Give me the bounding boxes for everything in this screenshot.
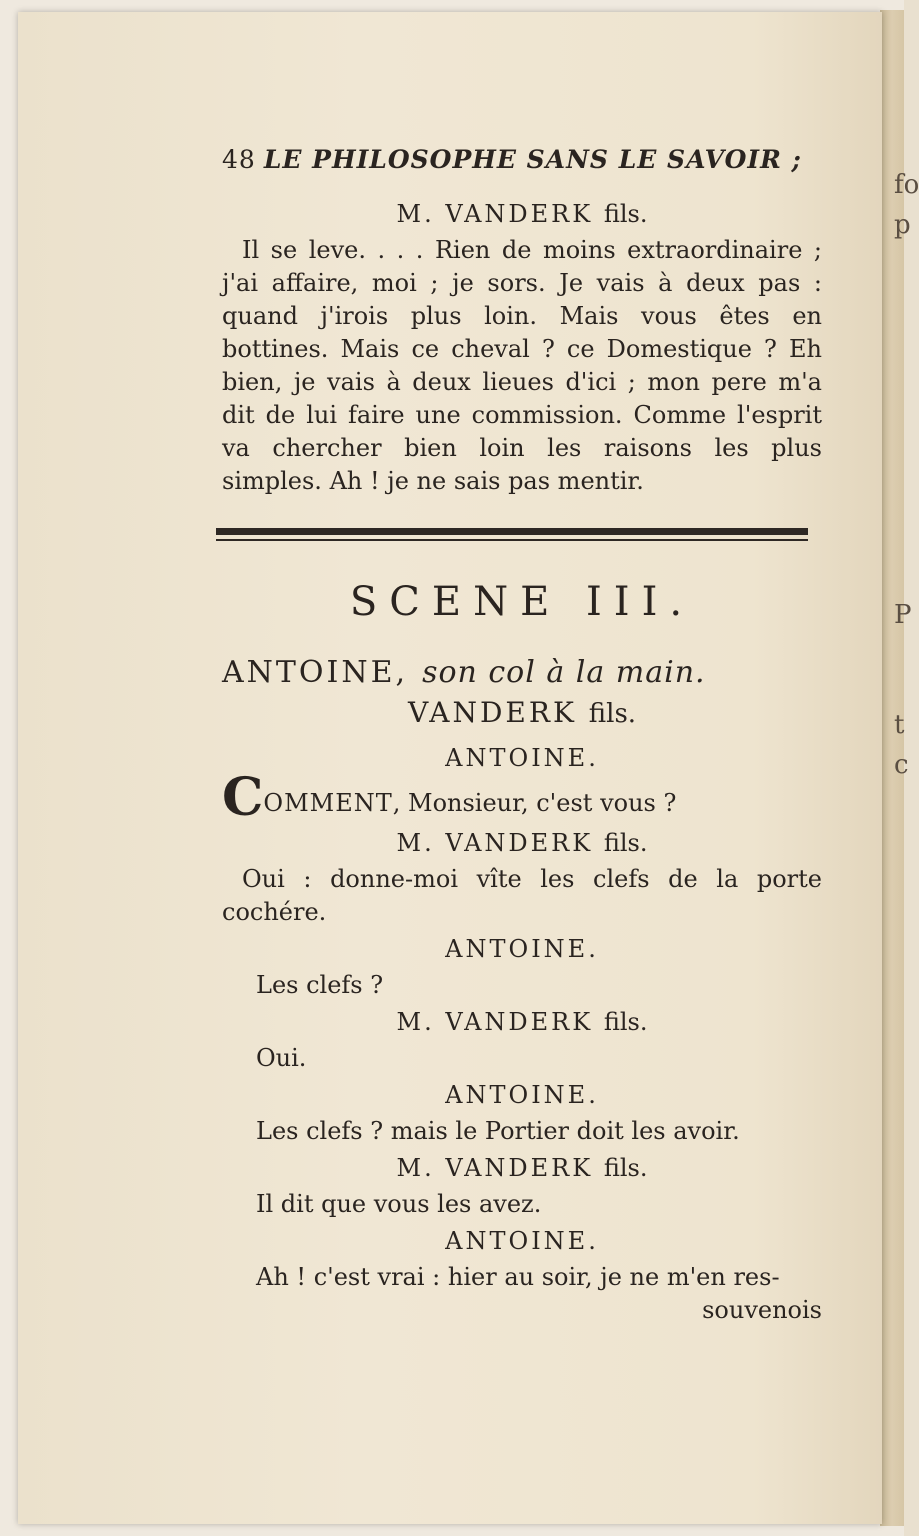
speech-line-continuation: souvenois [702,1296,822,1324]
cast-line-2 [222,693,822,734]
speaker-name [222,827,822,859]
speech-line [222,767,822,828]
speaker-name [222,1152,822,1184]
speech-paragraph: Il se leve. . . . Rien de moins extraordinaire ; j'ai affaire, moi ; je sors. Je vais à deux pas : quand j'irois plus loin. Mais vous êtes en bottines. Mais ce cheval ? ce Domestique ? Eh bien, je vais à deux lieues d'ici ; mon pere m'a dit de lui faire une commission. Comme l'esprit va chercher bien loin les raisons les plus simples. Ah ! je ne sais pas mentir. [222,236,822,495]
edge-letter: t [894,710,905,740]
adjacent-page-edge [880,10,919,1526]
scene-divider [216,528,808,541]
speaker-name: ANTOINE. [445,1081,599,1109]
speaker-label: M. VANDERK [396,200,594,228]
speaker-suffix: fils. [603,1154,648,1182]
running-head [222,140,822,180]
speech-line: Les clefs ? mais le Portier doit les avoir. [256,1117,740,1145]
running-title: LE PHILOSOPHE SANS LE SAVOIR ; [263,145,802,174]
speaker-suffix: fils. [603,200,648,228]
speaker-suffix: fils. [603,829,648,857]
stage-direction: son col à la main. [422,655,706,690]
small-caps-word: OMMENT [263,789,393,817]
scene-heading: SCENE III. [349,579,695,625]
speaker-name: ANTOINE. [445,1227,599,1255]
speech-line: Ah ! c'est vrai : hier au soir, je ne m'en res- [256,1263,780,1291]
divider-thin-line [216,539,808,541]
speaker-label: M. VANDERK [396,1008,594,1036]
cast-suffix: fils. [588,699,637,729]
edge-letter: P [894,600,912,630]
speech-line: Oui : donne-moi vîte les clefs de la porte cochére. [222,865,822,926]
speaker-name: ANTOINE. [445,744,599,772]
speaker-name [222,198,822,230]
page-number: 48 [222,145,256,174]
drop-cap: C [222,767,264,828]
speaker-name: ANTOINE. [445,935,599,963]
edge-letter: c [894,750,909,780]
speaker-label: M. VANDERK [396,829,594,857]
divider-thick-line [216,528,808,535]
speech-line: Oui. [256,1044,307,1072]
speech-line: Il dit que vous les avez. [256,1190,542,1218]
speaker-name [222,1006,822,1038]
edge-letter: p [894,210,911,240]
cast-name: ANTOINE, [222,655,409,690]
cast-name-2: VANDERK [407,696,577,729]
speech-line: Les clefs ? [256,971,384,999]
edge-letter: fo [894,170,919,200]
speaker-label: M. VANDERK [396,1154,594,1182]
speech-text: , Monsieur, c'est vous ? [392,789,677,817]
page-content [222,140,822,1327]
speaker-suffix: fils. [603,1008,648,1036]
cast-line [222,653,822,693]
